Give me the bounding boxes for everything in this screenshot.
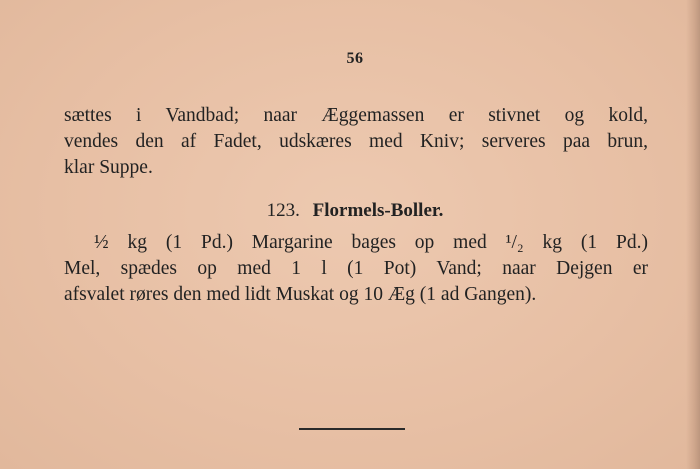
page-edge-shadow <box>686 0 700 469</box>
recipe-title: Flormels-Boller. <box>312 200 444 221</box>
page-number: 56 <box>346 50 364 67</box>
paragraph-continuation <box>64 103 648 181</box>
section-divider <box>299 428 405 430</box>
text-line: ½ kg (1 Pd.) Margarine bages op med ¹/₂ kg (1 Pd.) <box>94 232 648 253</box>
recipe-number: 123. <box>266 200 300 221</box>
text-line: afsvalet røres den med lidt Muskat og 10 Æg (1 ad Gangen). <box>64 284 537 305</box>
text-line: vendes den af Fadet, udskæres med Kniv; serveres paa brun, <box>64 131 648 152</box>
text-line: klar Suppe. <box>64 157 153 178</box>
text-line: sættes i Vandbad; naar Æggemassen er stivnet og kold, <box>64 105 648 126</box>
recipe-heading <box>0 200 700 222</box>
text-line: Mel, spædes op med 1 l (1 Pot) Vand; naar Dejgen er <box>64 258 648 279</box>
recipe-body <box>64 230 648 308</box>
